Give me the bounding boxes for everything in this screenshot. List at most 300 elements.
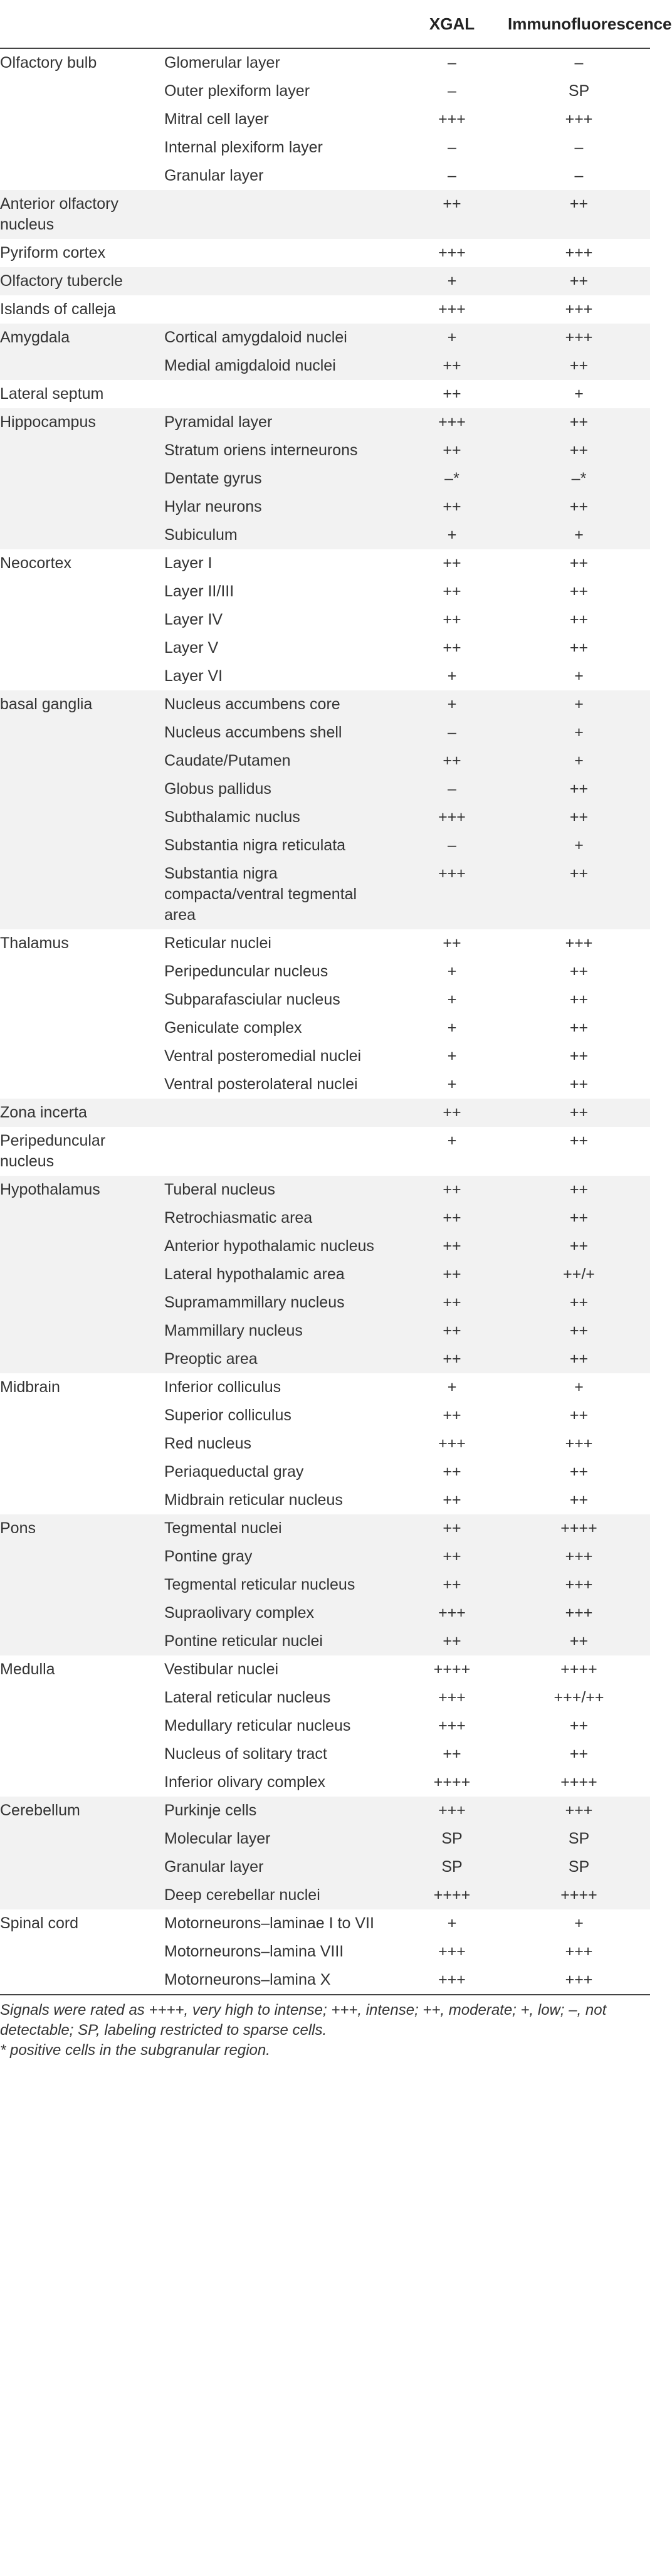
xgal-cell: ++ — [443, 583, 461, 600]
table-row — [0, 134, 650, 162]
subregion-cell: Subthalamic nuclus — [160, 803, 396, 831]
region-cell — [0, 162, 160, 190]
xgal-cell: ++ — [443, 1491, 461, 1509]
immunofluorescence-cell: ++ — [508, 1099, 650, 1127]
region-cell: Hippocampus — [0, 408, 160, 436]
xgal-cell: SP — [396, 1825, 508, 1853]
immunofluorescence-cell: ++ — [508, 1204, 650, 1232]
xgal-cell: + — [447, 1914, 457, 1932]
immunofluorescence-cell: ++ — [569, 1047, 589, 1065]
immunofluorescence-cell: + — [574, 1914, 584, 1932]
xgal-cell: + — [447, 963, 457, 980]
region-cell — [0, 578, 160, 606]
region-cell — [0, 1204, 160, 1232]
subregion-cell: Medullary reticular nucleus — [164, 1717, 351, 1734]
table-row — [0, 634, 650, 662]
table-row — [0, 1401, 650, 1430]
subregion-cell — [160, 267, 396, 295]
subregion-cell: Motorneurons–lamina X — [164, 1971, 331, 1988]
table-row — [0, 1042, 650, 1070]
xgal-cell: + — [396, 521, 508, 549]
xgal-cell: ++ — [396, 352, 508, 380]
immunofluorescence-cell: +++ — [565, 1943, 593, 1960]
region-cell — [0, 1684, 160, 1712]
xgal-cell: + — [447, 667, 457, 685]
xgal-cell: + — [447, 1132, 457, 1149]
subregion-cell: Outer plexiform layer — [164, 82, 310, 100]
region-cell — [0, 1543, 160, 1571]
table-row — [0, 295, 650, 324]
region-cell: Pyriform cortex — [0, 244, 106, 261]
subregion-cell: Superior colliculus — [164, 1407, 291, 1424]
xgal-cell: + — [396, 690, 508, 719]
subregion-cell: Subparafasciular nucleus — [164, 991, 340, 1008]
subregion-cell: Reticular nuclei — [164, 934, 271, 952]
subregion-cell: Caudate/Putamen — [160, 747, 396, 775]
immunofluorescence-cell: + — [508, 690, 650, 719]
table-row — [0, 1458, 650, 1486]
table-row — [0, 1232, 650, 1260]
subregion-cell: Nucleus accumbens shell — [160, 719, 396, 747]
immunofluorescence-cell: + — [574, 1378, 584, 1396]
immunofluorescence-cell: ++ — [508, 493, 650, 521]
table-row — [0, 324, 650, 352]
immunofluorescence-cell: ++++ — [560, 1660, 597, 1678]
xgal-cell: ++ — [443, 1407, 461, 1424]
region-cell: Islands of calleja — [0, 300, 116, 318]
region-cell: Peripeduncular nucleus — [0, 1132, 106, 1170]
xgal-cell: + — [396, 324, 508, 352]
immunofluorescence-cell: ++ — [569, 1407, 589, 1424]
immunofluorescence-cell: ++ — [569, 1491, 589, 1509]
table-row — [0, 1070, 650, 1099]
table-row — [0, 1655, 650, 1684]
immunofluorescence-cell: ++ — [569, 639, 589, 657]
immunofluorescence-cell: ++ — [569, 554, 589, 572]
xgal-cell: ++++ — [433, 1660, 471, 1678]
table-row — [0, 1486, 650, 1514]
immunofluorescence-cell: ++ — [569, 991, 589, 1008]
subregion-cell: Stratum oriens interneurons — [160, 436, 396, 465]
immunofluorescence-cell: ++ — [508, 190, 650, 239]
table-row — [0, 860, 650, 929]
region-cell — [0, 105, 160, 134]
subregion-cell: Inferior colliculus — [164, 1378, 281, 1396]
subregion-cell — [160, 239, 396, 267]
region-cell: Medulla — [0, 1660, 55, 1678]
xgal-cell: + — [447, 1047, 457, 1065]
region-cell — [0, 1260, 160, 1289]
table-row — [0, 1514, 650, 1543]
xgal-cell: +++ — [396, 408, 508, 436]
immunofluorescence-cell: +++ — [565, 244, 593, 261]
subregion-cell: Midbrain reticular nucleus — [164, 1491, 343, 1509]
immunofluorescence-cell: – — [574, 139, 584, 156]
region-cell — [0, 1768, 160, 1797]
region-cell — [0, 662, 160, 690]
region-cell — [0, 1740, 160, 1768]
subregion-cell: Layer II/III — [164, 583, 234, 600]
subregion-cell: Nucleus accumbens core — [160, 690, 396, 719]
region-cell: Lateral septum — [0, 385, 104, 403]
subregion-cell: Internal plexiform layer — [164, 139, 323, 156]
xgal-cell: +++ — [396, 1797, 508, 1825]
region-cell — [0, 77, 160, 105]
immunofluorescence-cell: + — [508, 521, 650, 549]
region-cell: Olfactory tubercle — [0, 267, 160, 295]
region-cell — [0, 352, 160, 380]
region-cell: basal ganglia — [0, 690, 160, 719]
xgal-cell: +++ — [438, 1435, 466, 1452]
subregion-cell: Mitral cell layer — [164, 110, 269, 128]
header-region — [0, 0, 160, 48]
table-row — [0, 1881, 650, 1909]
immunofluorescence-cell: ++ — [569, 1745, 589, 1763]
subregion-cell: Hylar neurons — [160, 493, 396, 521]
region-cell — [0, 831, 160, 860]
region-cell — [0, 986, 160, 1014]
table-row — [0, 1684, 650, 1712]
immunofluorescence-cell: ++ — [508, 803, 650, 831]
table-row — [0, 465, 650, 493]
immunofluorescence-cell: ++ — [508, 1176, 650, 1204]
xgal-cell: – — [396, 831, 508, 860]
region-cell — [0, 1853, 160, 1881]
table-row — [0, 408, 650, 436]
immunofluorescence-cell: ++ — [508, 1345, 650, 1373]
xgal-cell: ++ — [396, 1289, 508, 1317]
region-cell — [0, 803, 160, 831]
table-row — [0, 690, 650, 719]
region-cell: Thalamus — [0, 934, 69, 952]
immunofluorescence-cell: ++ — [569, 1717, 589, 1734]
immunofluorescence-cell: – — [574, 54, 584, 71]
subregion-cell — [160, 380, 396, 408]
immunofluorescence-cell: SP — [508, 1825, 650, 1853]
subregion-cell: Pyramidal layer — [160, 408, 396, 436]
subregion-cell: Layer VI — [164, 667, 223, 685]
xgal-cell: – — [448, 167, 456, 184]
table-row — [0, 958, 650, 986]
table-row — [0, 77, 650, 105]
region-cell — [0, 1571, 160, 1599]
immunofluorescence-cell: +++ — [508, 1543, 650, 1571]
xgal-cell: +++ — [438, 244, 466, 261]
table-row — [0, 493, 650, 521]
region-cell — [0, 436, 160, 465]
table-row — [0, 1768, 650, 1797]
region-cell — [0, 1966, 160, 1995]
xgal-cell: +++ — [438, 300, 466, 318]
subregion-cell: Ventral posterolateral nuclei — [164, 1075, 358, 1093]
region-cell: Olfactory bulb — [0, 54, 97, 71]
subregion-cell: Nucleus of solitary tract — [164, 1745, 327, 1763]
table-row — [0, 578, 650, 606]
xgal-cell: ++ — [396, 1232, 508, 1260]
table-footnote — [0, 1995, 650, 2061]
table-row — [0, 267, 650, 295]
region-cell — [0, 1881, 160, 1909]
xgal-cell: ++ — [396, 436, 508, 465]
immunofluorescence-cell: ++++ — [508, 1514, 650, 1543]
table-row — [0, 239, 650, 267]
table-row — [0, 1712, 650, 1740]
subregion-cell: Periaqueductal gray — [164, 1463, 304, 1481]
subregion-cell: Supraolivary complex — [160, 1599, 396, 1627]
table-row — [0, 1014, 650, 1042]
table-row — [0, 986, 650, 1014]
region-cell — [0, 1345, 160, 1373]
region-cell: Zona incerta — [0, 1099, 160, 1127]
table-row — [0, 1966, 650, 1995]
region-cell — [0, 860, 160, 929]
table-row — [0, 1204, 650, 1232]
xgal-cell: + — [447, 991, 457, 1008]
immunofluorescence-cell: +++ — [508, 1797, 650, 1825]
table-row — [0, 606, 650, 634]
region-cell — [0, 775, 160, 803]
region-cell — [0, 1401, 160, 1430]
region-cell: Midbrain — [0, 1378, 60, 1396]
subregion-cell: Medial amigdaloid nuclei — [160, 352, 396, 380]
region-cell: Anterior olfactory nucleus — [0, 190, 160, 239]
subregion-cell: Tegmental nuclei — [160, 1514, 396, 1543]
immunofluorescence-cell: ++ — [508, 1289, 650, 1317]
xgal-cell: ++ — [396, 1260, 508, 1289]
subregion-cell: Cortical amygdaloid nuclei — [160, 324, 396, 352]
xgal-cell: ++ — [443, 934, 461, 952]
immunofluorescence-cell: ++ — [508, 860, 650, 929]
xgal-cell: – — [396, 719, 508, 747]
subregion-cell: Globus pallidus — [160, 775, 396, 803]
xgal-cell: – — [448, 82, 456, 100]
subregion-cell: Ventral posteromedial nuclei — [164, 1047, 362, 1065]
region-cell — [0, 1627, 160, 1655]
table-row — [0, 1345, 650, 1373]
subregion-cell: Red nucleus — [164, 1435, 251, 1452]
table-row — [0, 1289, 650, 1317]
subregion-cell: Geniculate complex — [164, 1019, 302, 1037]
xgal-cell: ++ — [396, 1627, 508, 1655]
immunofluorescence-cell: ++ — [569, 583, 589, 600]
immunofluorescence-cell: ++ — [569, 1019, 589, 1037]
immunofluorescence-cell: + — [574, 667, 584, 685]
region-cell — [0, 747, 160, 775]
table-row — [0, 162, 650, 190]
xgal-cell: +++ — [396, 803, 508, 831]
xgal-cell: + — [447, 1378, 457, 1396]
table-row — [0, 775, 650, 803]
xgal-cell: – — [448, 54, 456, 71]
subregion-cell: Dentate gyrus — [160, 465, 396, 493]
xgal-cell: ++ — [396, 190, 508, 239]
xgal-cell: +++ — [396, 1599, 508, 1627]
immunofluorescence-cell: ++/+ — [508, 1260, 650, 1289]
xgal-cell: +++ — [438, 110, 466, 128]
subregion-cell — [160, 190, 396, 239]
region-cell — [0, 493, 160, 521]
immunofluorescence-cell: SP — [568, 82, 590, 100]
xgal-cell: ++ — [443, 1463, 461, 1481]
region-cell: Hypothalamus — [0, 1176, 160, 1204]
table-row — [0, 1571, 650, 1599]
xgal-cell: + — [396, 267, 508, 295]
subregion-cell: Peripeduncular nucleus — [164, 963, 328, 980]
subregion-cell: Motorneurons–laminae I to VII — [164, 1914, 374, 1932]
immunofluorescence-cell: ++ — [508, 436, 650, 465]
immunofluorescence-cell: +++/++ — [554, 1689, 604, 1706]
xgal-cell: ++ — [396, 747, 508, 775]
table-row — [0, 831, 650, 860]
immunofluorescence-cell: ++ — [508, 775, 650, 803]
subregion-cell: Deep cerebellar nuclei — [160, 1881, 396, 1909]
xgal-cell: ++ — [443, 1745, 461, 1763]
immunofluorescence-cell: + — [508, 747, 650, 775]
region-cell — [0, 1825, 160, 1853]
immunofluorescence-cell: ++ — [508, 1317, 650, 1345]
table-row — [0, 1797, 650, 1825]
region-cell: Amygdala — [0, 324, 160, 352]
immunofluorescence-cell: +++ — [565, 1435, 593, 1452]
table-row — [0, 436, 650, 465]
subregion-cell: Lateral hypothalamic area — [160, 1260, 396, 1289]
subregion-cell: Retrochiasmatic area — [160, 1204, 396, 1232]
table-row — [0, 352, 650, 380]
xgal-cell: ++ — [396, 1514, 508, 1543]
immunofluorescence-cell: ++ — [508, 1232, 650, 1260]
subregion-cell: Lateral reticular nucleus — [164, 1689, 331, 1706]
immunofluorescence-cell: +++ — [565, 1971, 593, 1988]
xgal-cell: ++++ — [433, 1773, 471, 1791]
immunofluorescence-cell: +++ — [565, 934, 593, 952]
xgal-cell: ++ — [396, 1099, 508, 1127]
xgal-cell: +++ — [396, 860, 508, 929]
table-row — [0, 1909, 650, 1938]
xgal-cell: +++ — [438, 1971, 466, 1988]
region-cell — [0, 1458, 160, 1486]
subregion-cell — [160, 1127, 396, 1176]
xgal-cell: + — [447, 1019, 457, 1037]
immunofluorescence-cell: SP — [508, 1853, 650, 1881]
immunofluorescence-cell: ++ — [569, 963, 589, 980]
footnote-asterisk: * positive cells in the subgranular region. — [0, 2042, 270, 2059]
xgal-cell: ++ — [396, 1345, 508, 1373]
immunofluorescence-cell: ++ — [508, 1627, 650, 1655]
immunofluorescence-cell: ++ — [508, 267, 650, 295]
table-body — [0, 48, 650, 1995]
table-row — [0, 747, 650, 775]
immunofluorescence-cell: +++ — [508, 1571, 650, 1599]
xgal-cell: ++ — [443, 611, 461, 628]
region-cell: Cerebellum — [0, 1797, 160, 1825]
subregion-cell: Tuberal nucleus — [160, 1176, 396, 1204]
subregion-cell: Granular layer — [164, 167, 264, 184]
xgal-cell: ++ — [396, 1317, 508, 1345]
region-cell — [0, 1712, 160, 1740]
table-row — [0, 1853, 650, 1881]
xgal-cell: –* — [396, 465, 508, 493]
xgal-cell: ++ — [396, 1543, 508, 1571]
immunofluorescence-cell: ++++ — [560, 1773, 597, 1791]
table-row — [0, 521, 650, 549]
immunofluorescence-cell: – — [574, 167, 584, 184]
subregion-cell: Pontine gray — [160, 1543, 396, 1571]
subregion-cell: Vestibular nuclei — [164, 1660, 279, 1678]
table-row — [0, 1543, 650, 1571]
region-cell — [0, 465, 160, 493]
subregion-cell: Preoptic area — [160, 1345, 396, 1373]
table-row — [0, 1176, 650, 1204]
region-cell — [0, 1486, 160, 1514]
table-row — [0, 1127, 650, 1176]
table-row — [0, 1825, 650, 1853]
subregion-cell: Motorneurons–lamina VIII — [164, 1943, 344, 1960]
subregion-cell: Inferior olivary complex — [164, 1773, 326, 1791]
table-row — [0, 48, 650, 77]
immunofluorescence-cell: +++ — [508, 1599, 650, 1627]
region-cell — [0, 1430, 160, 1458]
table-row — [0, 190, 650, 239]
region-cell: Pons — [0, 1514, 160, 1543]
table-row — [0, 1099, 650, 1127]
xgal-cell: ++ — [443, 639, 461, 657]
header-row — [0, 0, 650, 48]
region-cell — [0, 1070, 160, 1099]
subregion-cell: Layer V — [164, 639, 219, 657]
region-cell — [0, 1317, 160, 1345]
xgal-cell: ++ — [443, 385, 461, 403]
table-row — [0, 1430, 650, 1458]
immunofluorescence-cell: +++ — [565, 110, 593, 128]
table-row — [0, 1938, 650, 1966]
subregion-cell: Substantia nigra compacta/ventral tegmental area — [160, 860, 396, 929]
region-cell — [0, 134, 160, 162]
region-cell — [0, 634, 160, 662]
subregion-cell — [160, 295, 396, 324]
xgal-cell: + — [447, 1075, 457, 1093]
table-row — [0, 1740, 650, 1768]
xgal-cell: – — [448, 139, 456, 156]
xgal-cell: +++ — [438, 1689, 466, 1706]
immunofluorescence-cell: ++++ — [508, 1881, 650, 1909]
table-row — [0, 1599, 650, 1627]
footnote-legend: Signals were rated as ++++, very high to intense; +++, intense; ++, moderate; +, low; –, not detectable; SP, labeling restricted to sparse cells. — [0, 2002, 607, 2039]
subregion-cell: Supramammillary nucleus — [160, 1289, 396, 1317]
immunofluorescence-cell: ++ — [508, 352, 650, 380]
region-cell — [0, 1042, 160, 1070]
table-row — [0, 719, 650, 747]
immunofluorescence-cell: + — [574, 385, 584, 403]
subregion-cell: Layer I — [164, 554, 213, 572]
immunofluorescence-cell: ++ — [508, 408, 650, 436]
immunofluorescence-cell: ++ — [569, 611, 589, 628]
xgal-cell: ++ — [396, 1204, 508, 1232]
xgal-cell: ++ — [443, 554, 461, 572]
table-row — [0, 549, 650, 578]
subregion-cell: Tegmental reticular nucleus — [160, 1571, 396, 1599]
immunofluorescence-cell: + — [508, 719, 650, 747]
table-row — [0, 380, 650, 408]
immunofluorescence-cell: ++ — [569, 1463, 589, 1481]
table-row — [0, 1260, 650, 1289]
xgal-cell: +++ — [438, 1943, 466, 1960]
subregion-cell: Substantia nigra reticulata — [160, 831, 396, 860]
table-row — [0, 1317, 650, 1345]
region-cell — [0, 719, 160, 747]
immunofluorescence-cell: +++ — [508, 324, 650, 352]
table-row — [0, 929, 650, 958]
table-row — [0, 1373, 650, 1401]
